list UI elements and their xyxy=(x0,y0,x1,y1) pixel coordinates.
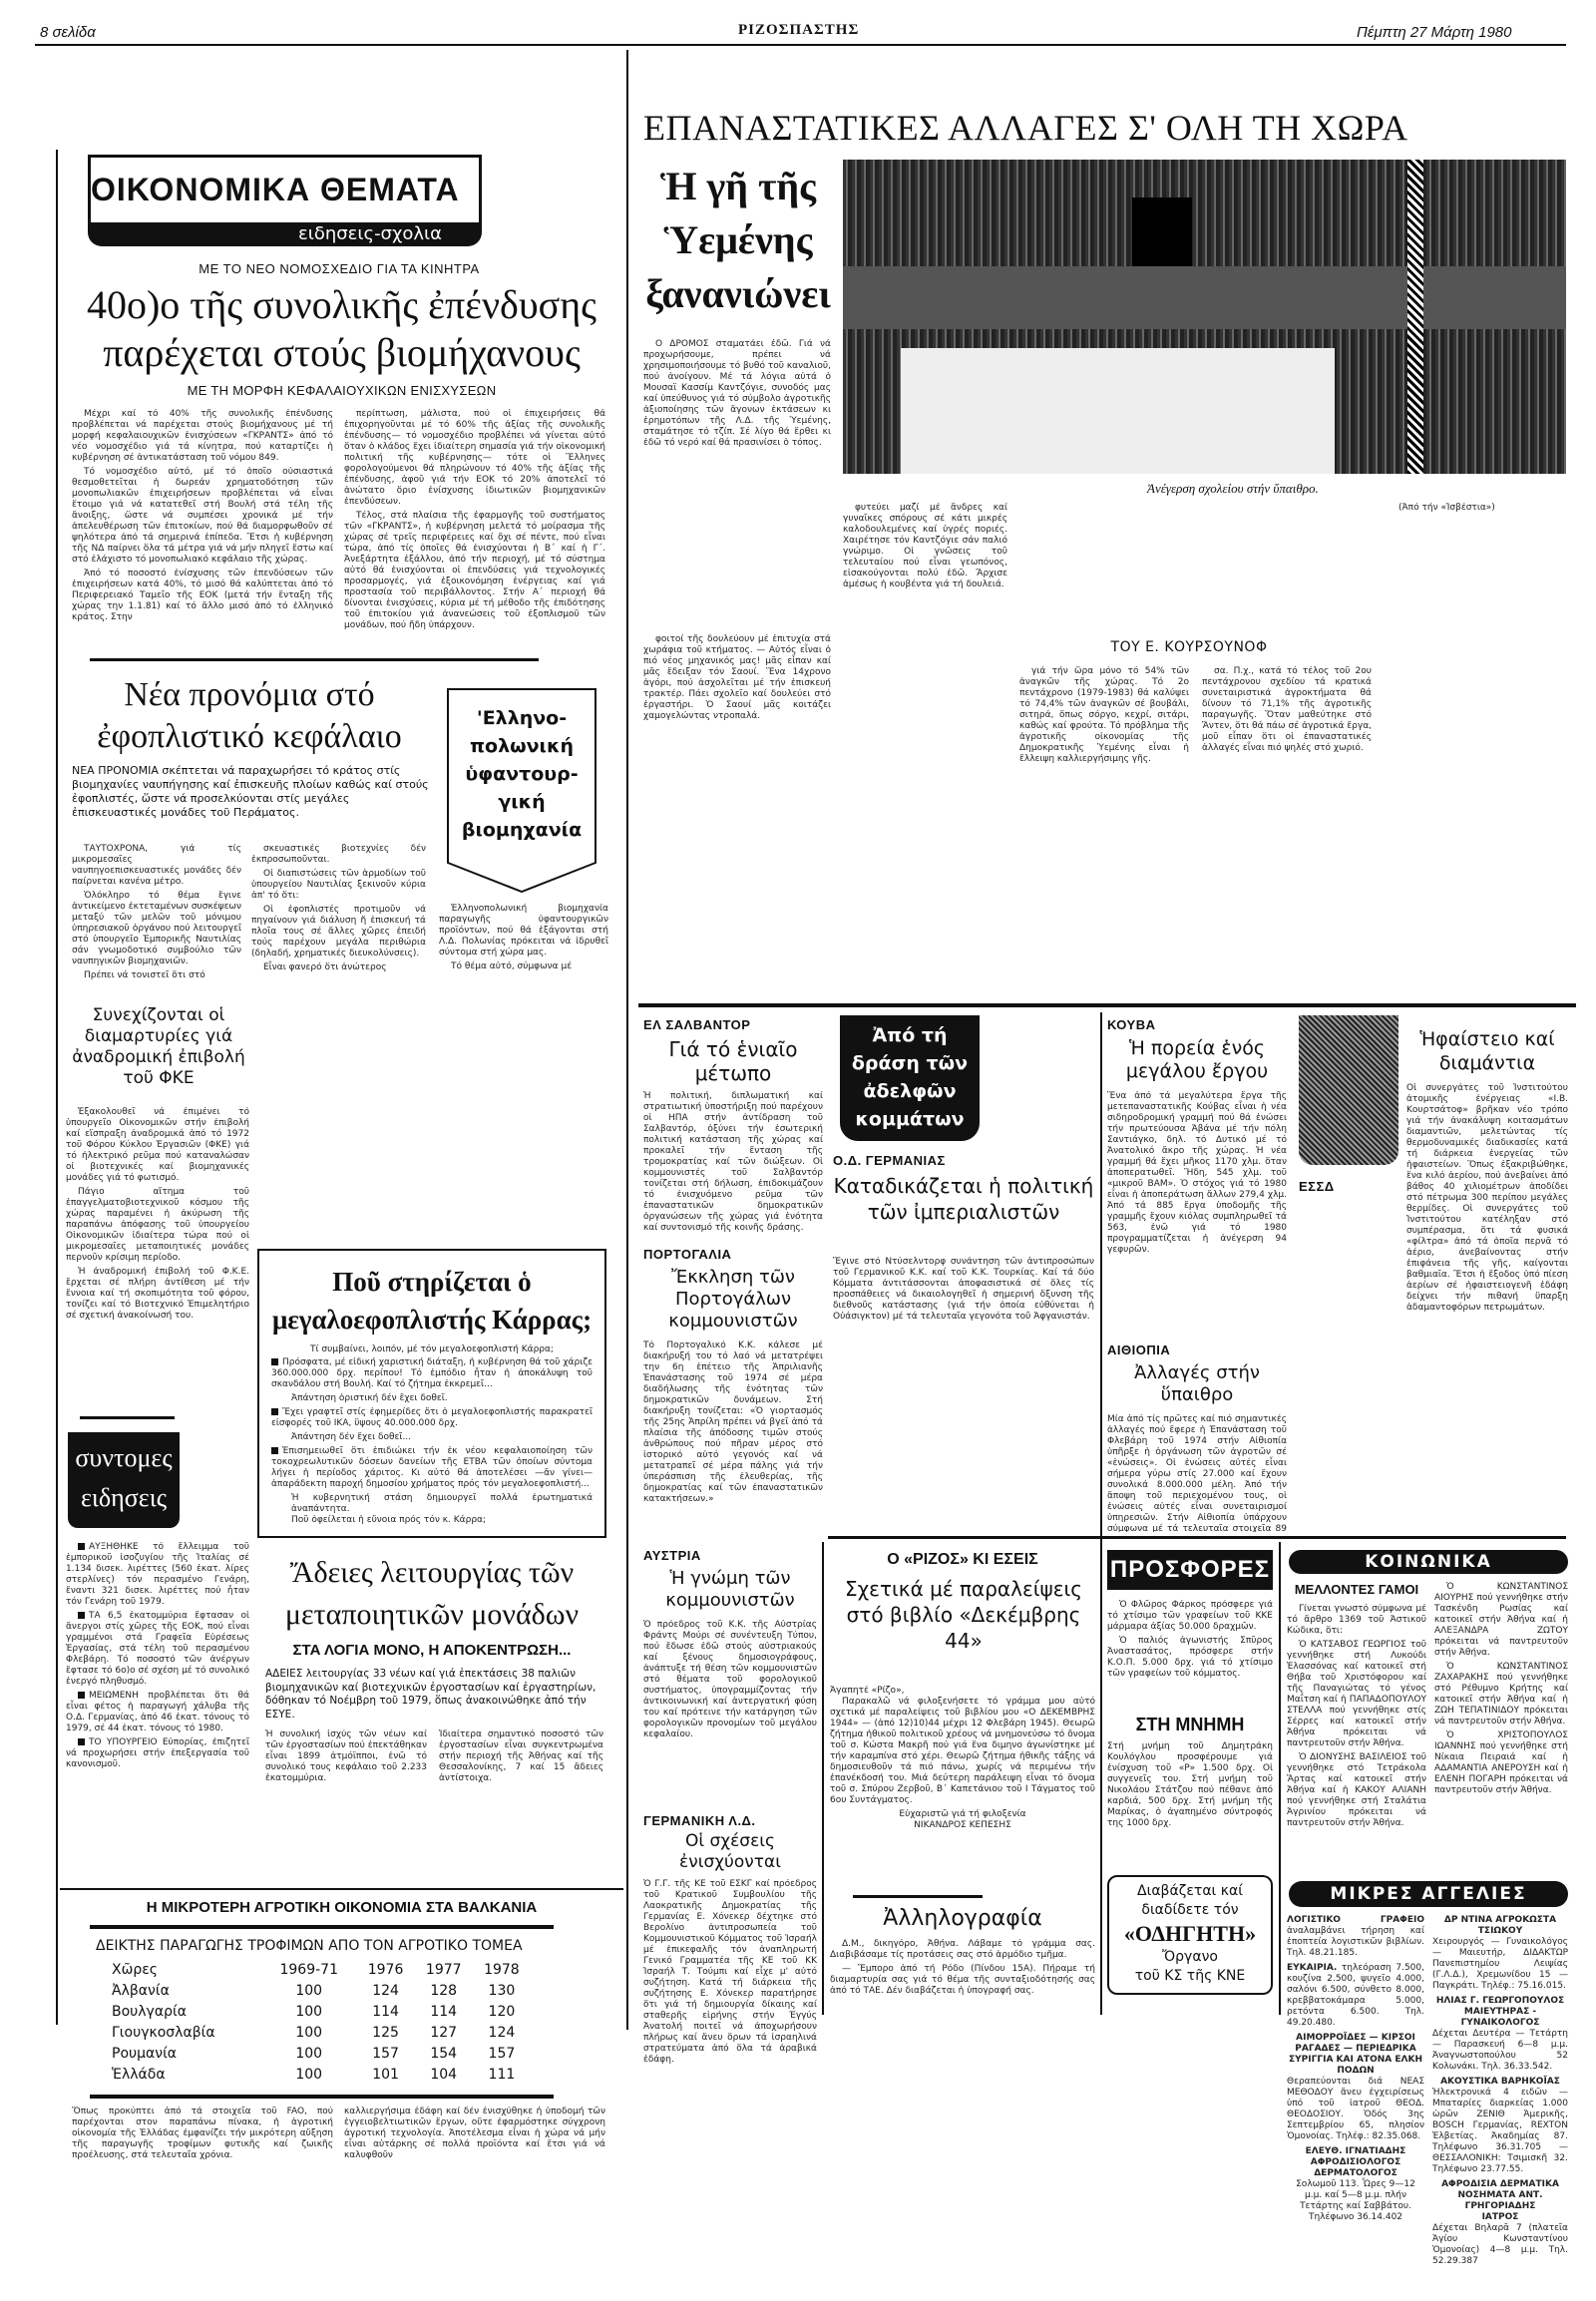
yemen-headline-line: Ὑεμένης xyxy=(663,217,813,262)
fke-body xyxy=(66,1107,249,1406)
index-cell: 100 xyxy=(295,1983,323,1999)
memory-title: ΣΤΗ ΜΝΗΜΗ xyxy=(1135,1715,1245,1734)
society-subtitle: ΜΕΛΛΟΝΤΕΣ ΓΑΜΟΙ xyxy=(1294,1582,1419,1597)
brief-news-list xyxy=(66,1542,249,1881)
austria-body: Ὁ πρόεδρος τοῦ Κ.Κ. τῆς Αὐστρίας Φράντς Μούρι σέ συνέντευξη Τύπου, πού ἔδωσε ἐδῶ στούς αὐστριακούς καί ξένους δημοσιογράφους, ἀνάπτυξε τή θέση τῶν κομμουνιστῶν στό θέματα τοῦ φορολογικοῦ συστήματος, ὑπογραμμίζοντας τήν ἀντικοινωνική καί ἀντεργατική φύση του καί πρότεινε τήν κατάργηση τῶν φορολογικῶν προνομίων τοῦ μεγάλου κεφαλαίου. xyxy=(643,1620,817,1739)
balkans-table xyxy=(112,1961,531,2087)
ethiopia-body: Μία ἀπό τίς πρῶτες καί πιό σημαντικές ἀλλαγές πού ἔφερε ἡ Ἐπανάσταση τοῦ Φλεβάρη τοῦ 1974 στήν Αἰθιοπία ὑπῆρξε ἡ ὀργάνωση τῶν ἀγροτῶν σέ «ἑνώσεις». Οἱ ἑνώσεις αὐτές εἶναι σήμερα γύρω στίς 27.000 καί ἔχουν συνολικά 8.000.000 μέλη. Ἀπό τήν ἄποψη τοῦ περιεχομένου τους, οἱ ἑνώσεις αὐτές εἶναι συνεταιρισμοί ὑπηρεσιῶν. Στήν Αἰθιοπία ὑπάρχουν σύμφωνα μέ τά τελευταῖα στοιχεῖα 89 xyxy=(1107,1414,1287,1532)
yemen-source: (Ἀπό τήν «Ἰσβέστια») xyxy=(1398,503,1495,513)
brief-text: ΤΑ 6,5 ἑκατομμύρια ἔφτασαν οἱ ἄνεργοι στίς χῶρες τῆς ΕΟΚ, πού εἶναι γραμμένοι στά Γραφεῖα Εὑρέσεως Ἐργασίας, στά τέλη τοῦ περασμένου Φλεβάρη. Τό ποσοστό τῶν ἀνέργων ἔφτασε τό 6ο)ο σέ σχέση μέ τό συνολικό ἐνεργό πληθυσμό. xyxy=(66,1611,249,1687)
paragraph: Ο ΔΡΟΜΟΣ σταματάει ἐδῶ. Γιά νά προχωρήσουμε, πρέπει νά χρησιμοποιήσουμε τό βυθό τοῦ καναλιοῦ, πού ἀνοίγουν. Μέ τά λόγια αὐτά ὁ Μουσαϊ Κασσίμ Καντζόγιε, συνοδός μας καί ὑπεύθυνος γιά τό σύμβολο ἀγροτικῆς ἀξιοποίησης τῶν ἄγονων ἐκτάσεων κι ἐρημοτόπων τῆς Λ.Δ. τῆς Ὑεμένης, σταμάτησε τό τζίπ. Σέ λίγο θά ἔρθει κι ἐδῶ τό νερό καί θά πρασινίσει ὁ τόπος. xyxy=(643,339,831,448)
table-row xyxy=(112,1982,531,2003)
promo-line-3: Ὄργανο xyxy=(1162,1949,1218,1965)
shipping-headline-line-1: Νέα προνόμια στό xyxy=(124,676,375,713)
germany-kicker: Ο.Δ. ΓΕΡΜΑΝΙΑΣ xyxy=(833,1153,946,1168)
index-cell: 128 xyxy=(430,1983,458,1999)
index-cell: 157 xyxy=(488,2046,516,2062)
portugal-headline: Ἔκκληση τῶν Πορτογάλων κομμουνιστῶν xyxy=(668,1267,798,1332)
classified-ad xyxy=(1432,1915,1568,1992)
licenses-headline-line-1: Ἄδειες λειτουργίας τῶν xyxy=(289,1556,575,1589)
society-item: Ὁ ΚΩΝΣΤΑΝΤΙΝΟΣ ΖΑΧΑΡΑΚΗΣ πού γεννήθηκε στό Ρέθυμνο Κρήτης καί κατοικεῖ στήν Ἀθήνα καί ἡ ΖΩΗ ΤΕΠΑΤΙΝΙΔΟΥ πρόκειται νά παντρευτοῦν στήν Ἀθήνα. xyxy=(1434,1662,1568,1726)
yemen-bottom-rule xyxy=(638,1003,1576,1007)
promo-line-1: Διαβάζεται καί xyxy=(1137,1883,1243,1899)
ad-text: Ἠλεκτρονικά 4 ειδῶν — Μπαταρίες διαρκείας 1.000 ὡρῶν ΖΕΝΙΘ Ἀμερικῆς, BOSCH Γερμανίας, REXTON Ἑλβετίας. Ἀκαδημίας 87. Τηλέφωνο 36.31.705 — ΘΕΣΣΑΛΟΝΙΚΗ: Τσιμισκῆ 32. Τηλέφωνο 23.77.55. xyxy=(1432,2088,1568,2174)
ussr-headline: Ἡφαίστειο καί διαμάντια xyxy=(1419,1028,1555,1074)
index-cell: 114 xyxy=(430,2004,458,2020)
ad-heading: ΑΚΟΥΣΤΙΚΑ ΒΑΡΗΚΟΪΑΣ xyxy=(1440,2077,1560,2087)
shipping-lead: ΝΕΑ ΠΡΟΝΟΜΙΑ σκέπτεται νά παραχωρήσει τό κράτος στίς βιομηχανίες ναυπήγησης καί ἐπισκευῆς πλοίων καθώς καί στούς ἐφοπλιστές, ὥστε νά προσελκύονται στίς μεγάλες ἐπισκευαστικές μονάδες τοῦ Περάματος. xyxy=(72,764,429,819)
textile-title-line: ὑφαντουρ- xyxy=(465,763,579,785)
economics-col-2 xyxy=(344,409,605,648)
paragraph: φοιτοί τῆς δουλεύουν μέ ἐπιτυχία στά χωράφια τοῦ κτήματος. — Αὐτός εἶναι ὁ πιό νέος μηχανικός μας! μᾶς εἶπαν καί μᾶς ἔδειξαν τόν Σαουί. Ἕνα 14χρονο ἀγόρι, πού ἀσχολεῖται μέ τήν ἐπισκευή τρακτέρ. Πάει σχολεῖο καί δουλεύει στό ἐργαστήρι. Ὁ Σαουί μᾶς κοιτάζει χαμογελώντας ντροπαλά. xyxy=(643,634,831,721)
offer-item: Ὁ Φλῶρος Φάρκος πρόσφερε γιά τό χτίσιμο τῶν γραφείων τοῦ ΚΚΕ μάρμαρα ἀξίας 50.000 δραχμῶν. xyxy=(1107,1600,1273,1632)
cuba-kicker: ΚΟΥΒΑ xyxy=(1107,1017,1156,1032)
paragraph: Τέλος, στά πλαίσια τῆς ἐφαρμογῆς τοῦ συστήματος τῶν «ΓΚΡΑΝΤΣ», ἡ κυβέρνηση μελετά τό μοίρασμα τῆς χώρας σέ τρεῖς περιφέρειες καί ὄχι σέ πέντε, πού εἶναι τώρα, ἀπό τίς ὁποῖες θά ἐνισχύονται ἡ Β΄ καί ἡ Γ΄. Ἀνεξάρτητα ἐξάλλου, ἀπό τήν περιοχή, μέ τό σύστημα αὐτό θά ἐνισχύονται οἱ ἐπενδύσεις γιά τεχνολογικές προσαρμογές, γιά ἐξοικονόμηση ἐνέργειας καί γιά προστασία τοῦ περιβάλλοντος. Στήν Α΄ περιοχή θά δίνονται ἐνισχύσεις, κύρια μέ τή μέθοδο τῆς ἐπιδότησης τοῦ ἐπιτοκίου γιά ἀνανεώσεις τοῦ ἐξοπλισμοῦ τῶν μονάδων, πού ἤδη ὑπάρχουν. xyxy=(344,511,605,630)
paragraph: Οἱ ἐφοπλιστές προτιμοῦν νά πηγαίνουν γιά διάλυση ἤ ἐπισκευή τά πλοῖα τους σέ ἄλλες χῶρες ἐπειδή τούς παρέχουν μεγάλα περιθώρια (δηλαδή, χρηματικές διευκολύνσεις). xyxy=(251,905,426,959)
licenses-headline xyxy=(257,1552,606,1636)
index-cell: 100 xyxy=(295,2046,323,2062)
paragraph: Τό θέμα αὐτό, σύμφωνα μέ xyxy=(451,961,573,971)
ad-text: ἀναλαμβάνει τήρηση καί ἐποπτεία λογιστικῶν βιβλίων. Τηλ. 48.21.185. xyxy=(1287,1926,1424,1958)
textile-title-line: 'Ελληνο- xyxy=(476,707,568,729)
salvador-body: Ἡ πολιτική, διπλωματική καί στρατιωτική ὑποστήριξη πού παρέχουν οἱ ΗΠΑ στήν ἀντίδραση τοῦ Σαλβαντόρ, ὀξύνει τήν ἐσωτερική πολιτική κατάσταση τῆς χώρας καί προκαλεῖ τήν ἔνταση τῆς τρομοκρατίας καί τῶν διώξεων. Οἱ κομμουνιστές τοῦ Σαλβαντόρ τονίζεται στή δήλωση, ἐπιδοκιμάζουν τό ἐνισχυόμενο ρεῦμα τῶν ἐπαναστατικῶν δημοκρατικῶν ὀργανώσεων τῆς χώρας γιά ἑνότητα καί συντονισμό τῆς κοινῆς δράσης. xyxy=(643,1091,823,1233)
table-row xyxy=(112,2024,531,2045)
paragraph: Τό νομοσχέδιο αὐτό, μέ τό ὁποῖο οὐσιαστικά θεσμοθετεῖται ἡ δωρεάν χρηματοδότηση τῶν μονοπωλιακῶν ἐπιχειρήσεων προβλέπεται νά εἶναι ἕτοιμο γιά νά κατατεθεῖ στή Βουλή στά τέλη τῆς ἄνοιξης, ὥστε νά συμπέσει χρονικά μέ τήν ἀπελευθέρωση τῶν ἐπιτοκίων, πού θά διαμορφωθοῦν σέ ψηλότερα ἀπό τά σημερινά ἐπίπεδα. Ἔτσι ἡ κυβέρνηση τῆς ΝΔ παίρνει ὅλα τά μέτρα γιά νά μήν πληγεῖ ἔστω καί στό ἐλάχιστο τό μονοπωλιακό κεφάλαιο τῆς χώρας. xyxy=(72,467,333,565)
table-rule xyxy=(90,1925,554,1929)
karras-headline xyxy=(259,1263,604,1339)
ad-heading: ΕΛΕΥΘ. ΙΓΝΑΤΙΑΔΗΣ xyxy=(1305,2146,1406,2156)
economics-deck: ΜΕ ΤΗ ΜΟΡΦΗ ΚΕΦΑΛΑΙΟΥΧΙΚΩΝ ΕΝΙΣΧΥΣΕΩΝ xyxy=(187,383,497,398)
karras-headline-line-1: Ποῦ στηρίζεται ὁ xyxy=(332,1267,532,1297)
paragraph: Εἶναι φανερό ὅτι ἀνώτερος xyxy=(263,962,387,972)
ad-text: τηλεόραση 7.500, κουζίνα 2.500, ψυγεῖο 4.000, σαλόνι 6.500, σύνθετο 8.000, κρεββατοκάμαρα 5.000, ρετόντα 6.500. Τηλ. 49.20.480. xyxy=(1287,1963,1424,2028)
table-top-rule xyxy=(60,1888,623,1890)
letters-salutation: Ἀγαπητέ «Ρίζο», xyxy=(830,1686,905,1696)
society-col-1 xyxy=(1287,1604,1426,1875)
austria-headline: Ἡ γνώμη τῶν κομμουνιστῶν xyxy=(665,1568,795,1611)
classified-ad xyxy=(1287,1915,1424,1959)
balkans-table-body xyxy=(112,1982,531,2087)
paragraph: σα. Π.χ., κατά τό τέλος τοῦ 2ου πεντάχρονου σχεδίου τά κρατικά συνεταιριστικά ἀγροκτήματα θά δίνουν τό 71,1% τῆς ἀγροτικῆς παραγωγῆς. Ὅταν μαθεύτηκε στό Ἄντεν, ὅτι θά πάω σέ ἀγροτικά ἔργα, μοῦ εἶπαν ὅτι οἱ ἐπαναστατικές ἀλλαγές εἶναι πιό ψηλές στό χωριό. xyxy=(1202,666,1372,753)
table-row xyxy=(112,2066,531,2087)
society-item: Ὁ ΧΡΙΣΤΟΠΟΥΛΟΣ ΙΩΑΝΝΗΣ πού γεννήθηκε στή Νίκαια Πειραιά καί ἡ ΑΔΑΜΑΝΤΙΑ ΑΝΕΡΟΥΣΗ καί ἡ ΕΛΕΝΗ ΠΟΓΑΡΗ πρόκειται νά παντρευτοῦν στήν Ἀθήνα. xyxy=(1434,1730,1568,1795)
classified-ad xyxy=(1287,1963,1424,2029)
issue-date: Πέμπτη 27 Μάρτη 1980 xyxy=(1357,24,1512,41)
country-cell: Ἀλβανία xyxy=(112,1983,170,1999)
index-cell: 111 xyxy=(488,2067,516,2083)
ussr-kicker: ΕΣΣΔ xyxy=(1299,1179,1335,1194)
shipping-headline-line-2: ἐφοπλιστικό κεφάλαιο xyxy=(97,718,402,755)
yemen-headline-line: Ἡ γῆ τῆς xyxy=(660,164,816,208)
index-cell: 100 xyxy=(295,2004,323,2020)
classified-ad xyxy=(1287,2033,1424,2142)
ad-heading: ΕΥΚΑΙΡΙΑ. xyxy=(1287,1963,1338,1973)
ad-text: Χειρουργός — Γυναικολόγος — Μαιευτήρ, ΔΙΔΑΚΤΩΡ Πανεπιστημίου Λειψίας (Γ.Λ.Δ.), Χρεμωνίδου 15 — Παγκράτι. Τηλέφ.: 75.16.015. xyxy=(1432,1937,1568,1991)
paragraph: σκευαστικές βιοτεχνίες δέν ἐκπροσωποῦνται. xyxy=(251,844,426,865)
salvador-headline: Γιά τό ἑνιαῖο μέτωπο xyxy=(668,1037,798,1085)
classified-ad xyxy=(1287,2146,1424,2223)
classified-ad xyxy=(1432,2077,1568,2175)
column-divider xyxy=(1100,1012,1102,2015)
bullet-icon xyxy=(78,1612,85,1619)
index-cell: 127 xyxy=(430,2025,458,2041)
paragraph: Ἀπό τό ποσοστό ἐνίσχυσης τῶν ἐπενδύσεων τῶν ἐπιχειρήσεων κατά 40%, τό μισό θά καλύπτεται ἀπό τό Περιφερειακό Ταμεῖο τῆς ΕΟΚ (μετά τήν ἔνταξη τῆς χώρας την 1.1.81) καί τό ἄλλο μισό ἀπό τό ἑλληνικό κράτος. Στην xyxy=(72,569,333,622)
shipping-col-1 xyxy=(72,844,241,993)
yemen-banner: ΕΠΑΝΑΣΤΑΤΙΚΕΣ ΑΛΛΑΓΕΣ Σ' ΟΛΗ ΤΗ ΧΩΡΑ xyxy=(643,108,1408,148)
fke-headline: Συνεχίζονται οἱ διαμαρτυρίες γιά ἀναδρομική ἐπιβολή τοῦ ΦΚΕ xyxy=(72,1005,245,1088)
germany-body: Ἔγινε στό Ντύσελντορφ συνάντηση τῶν ἀντιπροσώπων τοῦ Γερμανικοῦ Κ.Κ. καί τοῦ Κ.Κ. Τουρκίας. Καί τά δύο Κόμματα ἀντιτάσσονται ἀποφασιστικά σέ ὅλες τίς προσπάθειες νά δικαιολογηθεῖ ἡ σημερινή ὄξυνση τῆς διεθνοῦς κατάστασης (γιά τήν ὁποία εὐθύνεται ἡ Οὐάσιγκτον) μέ τά τελευταῖα γεγονότα τοῦ Ἀφγανιστάν. xyxy=(833,1257,1094,1322)
school-construction-photo xyxy=(843,160,1566,474)
offers-list xyxy=(1107,1600,1273,1710)
column-header: Χῶρες xyxy=(112,1962,158,1978)
promo-hatched-banner xyxy=(1299,1015,1398,1165)
letters-body: Παρακαλῶ νά φιλοξενήσετε τό γράμμα μου αὐτό σχετικά μέ παραλείψεις τοῦ βιβλίου μου «Ο ΔΕΚΕΜΒΡΗΣ 1944» — (ἀπό 12)10)44 μέχρι 12 Φλεβάρη 1945). Θεωρῶ ζήτημα ἠθικοῦ πολιτικοῦ χρέους νά μνημονεύσω τό ὄνομα τοῦ σ. Κώστα Μακρῆ πού γιά ἕνα διμηνο ἀγωνίστηκε μέ τήν καραμπίνα στό χέρι. Θεωρῶ ζήτημα ἠθικῆς τάξης νά δημοσιευθοῦν τά πιό πάνω, χωρίς νά περιμένω τήν ἐπανέκδοσή του. Μιά δεύτερη παράλειψη εἶναι τό ὄνομα τοῦ σ. Σπύρου Ζερβοῦ, Β΄ Καπετάνιου τοῦ Ι Τάγματος τοῦ 6ου Συντάγματος. xyxy=(830,1697,1095,1805)
karras-text: Πρόσφατα, μέ εἰδική χαριστική διάταξη, ἡ κυβέρνηση θά τοῦ χάριζε 360.000.000 δρχ. περίπου! Τό ἐμπόδιο ἦταν ἡ ἀποκάλυψη τοῦ σκανδάλου στή Βουλή. Καί τό ζήτημα ἐκκρεμεῖ... xyxy=(271,1357,593,1389)
index-cell: 100 xyxy=(295,2067,323,2083)
economics-header xyxy=(88,155,482,246)
index-cell: 154 xyxy=(430,2046,458,2062)
ad-heading: ΑΦΡΟΔΙΣΙΑ ΔΕΡΜΑΤΙΚΑ ΝΟΣΗΜΑΤΑ ΑΝΤ. ΓΡΗΓΟΡΙΑΔΗΣ xyxy=(1441,2179,1559,2211)
yemen-col-2 xyxy=(643,634,831,934)
balkans-col-1: Ὅπως προκύπτει ἀπό τά στοιχεῖα τοῦ FAO, πού παρέχονται στον παραπάνω πίνακα, ἡ ἀγροτική οἰκονομία τῆς Ἑλλάδας ἐμφανίζει τήν μικρότερη αὔξηση τῆς παραγωγῆς τροφίμων φυτικῆς καί ζωικῆς προέλευσης, στά τελευταῖα χρόνια. xyxy=(72,2107,333,2160)
bullet-icon xyxy=(271,1358,278,1365)
textile-title-line: γική xyxy=(498,791,546,813)
classifieds-col-1 xyxy=(1287,1915,1424,2294)
letters-kicker: Ο «ΡΙΖΟΣ» ΚΙ ΕΣΕΙΣ xyxy=(887,1551,1038,1568)
karras-item xyxy=(271,1357,593,1390)
ad-text: Δέχεται Δευτέρα — Τετάρτη — Παρασκευή 6—8 μ.μ. Ἀναγνωστοπούλου 52 Κολωνάκι. Τηλ. 36.33.542. xyxy=(1432,2029,1568,2072)
karras-question: Ποῦ ὀφείλεται ἡ εὔνοια πρός τόν κ. Κάρρα; xyxy=(291,1515,486,1525)
licenses-lead: ΑΔΕΙΕΣ λειτουργίας 33 νέων καί γιά ἐπεκτάσεις 38 παλιῶν βιομηχανικῶν καί βιοτεχνικῶν ἐργοστασίων καί ἐργαστηρίων, δόθηκαν τό Νοέμβρη τοῦ 1979, ὅπως ἀνακοινώθηκε ἀπό τήν ΕΣΥΕ. xyxy=(265,1668,597,1721)
karras-answer: Ἀπάντηση ὁριστική δέν ἔχει δοθεῖ. xyxy=(291,1393,448,1403)
fraternal-banner-line: ἀδελφῶν xyxy=(863,1080,957,1102)
ethiopia-headline: Ἀλλαγές στήν ὕπαιθρο xyxy=(1134,1362,1260,1405)
portugal-body: Τό Πορτογαλικό Κ.Κ. κάλεσε μέ διακήρυξή του τό λαό νά μετατρέψει την 6η ἐπέτειο τῆς Ἀπριλιανῆς Ἐπανάστασης τοῦ 1974 σέ μέρα διαδήλωσης τῆς ἑνότητας τῶν δημοκρατικῶν δυνάμεων. Στή διακήρυξη τονίζεται: «Ὁ γιορτασμός τῆς 25ης Ἀπρίλη πρέπει νά βγεῖ ἀπό τά πλαίσια τῆς ἀπόδοσης τιμῶν στούς ἀνθρώπους πού πῆραν μέρος στό ἱστορικό αὐτό γεγονός καί νά μετατραπεῖ σέ μέρα πάλης γιά τήν ὑπεράσπιση τῆς ἐλευθερίας, τῆς δημοκρατίας καί τῶν ἐπαναστατικῶν κατακτήσεων.» xyxy=(643,1341,823,1504)
promo-title: «ΟΔΗΓΗΤΗ» xyxy=(1123,1921,1257,1946)
memory-text: Στή μνήμη τοῦ Δημητράκη Κουλόγλου προσφέρουμε γιά ἐνίσχυση τοῦ «Ρ» 1.500 δρχ. Οἱ συγγενεῖς του. Στή μνήμη τοῦ Νικολάου Στάτζου πού πέθανε ἀπό καρδιά, 500 δρχ. Στή μνήμη τῆς Μαρίκας, ὁ ἀγαπημένο σύντροφός της 1000 δρχ. xyxy=(1107,1741,1273,1828)
brief-news-title-2: ειδησεις xyxy=(81,1483,167,1512)
classified-ad xyxy=(1432,1996,1568,2073)
karras-question: Ἡ κυβερνητική στάση δημιουργεῖ πολλά ἐρωτηματικά ἀναπάντητα. xyxy=(291,1493,593,1514)
table-row xyxy=(112,2045,531,2066)
licenses-col-2: Ἰδιαίτερα σημαντικό ποσοστό τῶν ἐργοστασίων εἶναι συγκεντρωμένα στήν περιοχή τῆς Ἀθήνας καί τῆς Θεσσαλονίκης, 7 καί 15 ἄδειες ἀντίστοιχα. xyxy=(439,1729,603,1783)
column-divider xyxy=(626,50,628,2030)
odigitis-promo xyxy=(1107,1875,1273,1995)
paragraph: γιά τήν ὥρα μόνο τό 54% τῶν ἀναγκῶν τῆς χώρας. Τό 2ο πεντάχρονο (1979-1983) θά καλύψει τό 74,4% τῶν ἀναγκῶν σέ βουβάλι, σιτηρά, ὅπως σόργο, κεχρί, σιτάρι, καθώς καί φρούτα. Τό πρόβλημα τῆς ἀγροτικῆς οἰκονομίας τῆς Δημοκρατικῆς Ὑεμένης εἶναι ἡ ἔλλειψη καλλιεργήσιμης γῆς. xyxy=(1019,666,1189,764)
textile-title-line: πολωνική xyxy=(470,735,574,757)
brief-news-item xyxy=(66,1611,249,1688)
index-cell: 157 xyxy=(372,2046,399,2062)
society-col-2 xyxy=(1434,1582,1568,1875)
ad-heading: ΑΙΜΟΡΡΟΪΔΕΣ — ΚΙΡΣΟΙ ΡΑΓΑΔΕΣ — ΠΕΡΙΕΔΡΙΚΑ ΣΥΡΙΓΓΙΑ ΚΑΙ ΑΤΟΝΑ ΕΛΚΗ ΠΟΔΩΝ xyxy=(1289,2033,1422,2076)
page-number: 8 σελίδα xyxy=(40,24,96,41)
ad-heading: ΗΛΙΑΣ Γ. ΓΕΩΡΓΟΠΟΥΛΟΣ xyxy=(1435,1996,1565,2006)
economics-col-1 xyxy=(72,409,333,648)
licenses-deck: ΣΤΑ ΛΟΓΙΑ ΜΟΝΟ, Η ΑΠΟΚΕΝΤΡΩΣΗ... xyxy=(292,1642,572,1659)
index-cell: 124 xyxy=(372,1983,399,1999)
brief-news-item xyxy=(66,1691,249,1734)
paragraph: Ἑλληνοπολωνική βιομηχανία παραγωγῆς ὑφαντουργικῶν προϊόντων, πού θά ἐξάγονται στή Λ.Δ. Πολωνίας πρόκειται νά ἱδρυθεῖ σύντομα στή χώρα μας. xyxy=(439,904,608,958)
karras-item xyxy=(271,1446,593,1490)
gdr-headline: Οἱ σχέσεις ἐνισχύονται xyxy=(679,1831,781,1872)
paragraph: Πρέπει νά τονιστεῖ ὅτι στό xyxy=(84,970,205,980)
correspondence-title: Ἀλληλογραφία xyxy=(883,1906,1042,1931)
column-header: 1969-71 xyxy=(279,1962,338,1978)
index-cell: 104 xyxy=(430,2067,458,2083)
germany-headline: Καταδικάζεται ἡ πολιτική τῶν ἰμπεριαλιστῶν xyxy=(833,1174,1094,1224)
economics-kicker: ΜΕ ΤΟ ΝΕΟ ΝΟΜΟΣΧΕΔΙΟ ΓΙΑ ΤΑ ΚΙΝΗΤΡΑ xyxy=(199,261,480,276)
index-cell: 124 xyxy=(488,2025,516,2041)
society-item: Ὁ ΚΑΤΣΑΒΟΣ ΓΕΩΡΓΙΟΣ τοῦ γεννήθηκε στή Λυκούδι Ἐλασσόνας καί κατοικεῖ στή Θήβα τοῦ Χριστόφορου καί τῆς Παναγιώτας τό γένος Μαΐτση καί ἡ ΠΑΠΑΔΟΠΟΥΛΟΥ ΣΤΕΛΛΑ πού γεννήθηκε στίς Σέρρες καί κατοικεῖ στήν Ἀθήνα πρόκειται νά παντρευτοῦν στήν Ἀθήνα. xyxy=(1287,1640,1426,1748)
ad-text: Θεραπεύονται διά ΝΕΑΣ ΜΕΘΟΔΟΥ ἄνευ ἐγχειρίσεως ὑπό τοῦ ἰατροῦ ΘΕΟΔ. ΘΕΟΔΟΣΙΟΥ. Ὁδός 3ης Σεπτεμβρίου 65, πλησίον Ὁμονοίας. Τηλέφ.: 82.35.068. xyxy=(1287,2077,1424,2141)
brief-text: ΑΥΞΗΘΗΚΕ τό ἔλλειμμα τοῦ ἐμπορικοῦ ἰσοζυγίου τῆς Ἰταλίας σέ 1.134 δισεκ. λιρέττες (560 ἑκατ. λίρες στερλίνες) τόν περασμένο Γενάρη, ἔναντι 321 δισεκ. λιρέττες πού ἦταν τόν Γενάρη τοῦ 1979. xyxy=(66,1542,249,1607)
textile-pennant xyxy=(447,688,597,893)
brief-text: ΤΟ ΥΠΟΥΡΓΕΙΟ Εὐπορίας, ἐπιζητεῖ νά προχωρήσει στήν ἐπεξεργασία τοῦ κανονισμοῦ. xyxy=(66,1737,249,1769)
letters-headline: Σχετικά μέ παραλείψεις στό βιβλίο «Δεκέμβρης 44» xyxy=(844,1577,1083,1653)
short-rule xyxy=(80,1416,175,1419)
classified-ad xyxy=(1432,2179,1568,2267)
brief-news-item xyxy=(66,1542,249,1608)
economics-subtitle: ειδησεις-σχολια xyxy=(88,222,482,246)
table-row xyxy=(112,2003,531,2024)
textile-title xyxy=(447,704,597,844)
paragraph: περίπτωση, μάλιστα, πού οἱ ἐπιχειρήσεις θά ἐπιχορηγοῦνται μέ τό 60% τῆς ἀξίας τῆς συνολικῆς ἐπένδυσης— τό νομοσχέδιο προβλέπει νά γίνεται αὐτό ὅταν ὁ κλάδος ἔχει ἰδιαίτερη σημασία γιά τήν οἰκονομική πολιτική τῆς κυβέρνησης— τότε οἱ Ἕλληνες φορολογούμενοι θά πληρώνουν τό 40% τῆς ἀξίας τῆς ἐπένδυσης, ἀφοῦ γιά τήν ΕΟΚ τό 20% ἀποτελεῖ τό ἀνώτατο ὅριο ἐνίσχυσης ἰδιωτικῶν βιομηχανικῶν ἐπενδύσεων. xyxy=(344,409,605,507)
index-cell: 120 xyxy=(488,2004,516,2020)
karras-item xyxy=(271,1407,593,1429)
salvador-kicker: ΕΛ ΣΑΛΒΑΝΤΟΡ xyxy=(643,1017,751,1032)
shipping-col-2 xyxy=(251,844,426,993)
column-header: 1977 xyxy=(425,1962,462,1978)
yemen-col-1 xyxy=(643,339,831,628)
paragraph: Μέχρι καί τό 40% τῆς συνολικῆς ἐπένδυσης προβλέπεται νά παρέχεται στούς βιομήχανους μέ τή μορφή κεφαλαιουχικῶν ἐνισχύσεων «ΓΚΡΑΝΤΣ» ἀπό τό νέο νομοσχέδιο γιά τά κίνητρα, πού καταρτίζει ἡ κυβέρνηση σέ ἀντικατάσταση τοῦ νόμου 849. xyxy=(72,409,333,463)
economics-headline-line-1: 40ο)ο τῆς συνολικῆς ἐπένδυσης xyxy=(86,282,598,327)
column-divider xyxy=(822,1542,824,2015)
paragraph: Οἱ διαπιστώσεις τῶν ἁρμοδίων τοῦ ὑπουργείου Ναυτιλίας ξεκινοῦν κύρια ἀπ' τό ὅτι: xyxy=(251,869,426,901)
society-item: Ὁ ΔΙΟΝΥΣΗΣ ΒΑΣΙΛΕΙΟΣ τοῦ γεννήθηκε στό Τετράκολα Ἄρτας καί κατοικεῖ στήν Ἀθήνα καί ἡ ΚΑΚΟΥ ΑΛΙΑΝΗ πού γεννήθηκε στή Σταλάτια Ἀγρινίου πρόκειται νά παντρευτοῦν στήν Ἀθήνα. xyxy=(1287,1752,1426,1828)
yemen-col-5 xyxy=(1202,666,1372,985)
country-cell: Γιουγκοσλαβία xyxy=(112,2025,215,2041)
index-cell: 101 xyxy=(372,2067,399,2083)
shipping-headline xyxy=(60,674,439,758)
ad-subheading: ΑΦΡΟΔΙΣΙΟΛΟΓΟΣ ΔΕΡΜΑΤΟΛΟΓΟΣ xyxy=(1310,2157,1401,2178)
economics-headline-line-2: παρέχεται στούς βιομήχανους xyxy=(103,330,581,375)
ethiopia-body-a xyxy=(1107,1414,1287,1532)
table-header-row xyxy=(112,1961,531,1982)
paper-name: ΡΙΖΟΣΠΑΣΤΗΣ xyxy=(738,22,860,38)
cuba-body: Ἕνα ἀπό τά μεγαλύτερα ἔργα τῆς μετεπαναστατικῆς Κούβας εἶναι ἡ νέα σιδηροδρομική γραμμή πού θά ἑνώσει τήν πρωτεύουσα Ἀβάνα μέ τήν πόλη Σαντιάγκο, δηλ. τό Δυτικό μέ τό Ἀνατολικό ἄκρο τῆς χώρας. Ἡ νέα γραμμή θά ἔχει μῆκος 1170 χλμ. ὅταν ἀποπερατωθεῖ. Ἤδη, 545 χλμ. τοῦ «μικροῦ ΒΑΜ». Ὁ στόχος γιά τό 1980 εἶναι ἡ ἀποπεράτωση ἄλλων 279,4 χλμ. Ἀπό τά 885 ἔργα ὑποδομῆς τῆς γραμμῆς ἔχουν κιόλας συμπληρωθεῖ τά 563, ἐνῶ γιά τό 1980 προγραμματίζεται ἡ ἀνέγερση 94 γεφυρῶν. xyxy=(1107,1091,1287,1255)
brief-text: ΜΕΙΩΜΕΝΗ προβλέπεται ὅτι θά εἶναι φέτος ἡ παραγωγή χάλυβα τῆς Ο.Δ. Γερμανίας, ἀπό 46 ἑκατ. τόνους τό 1979, σέ 44 ἑκατ. τόνους τό 1980. xyxy=(66,1691,249,1733)
economics-title: ΟΙΚΟΝΟΜΙΚΑ ΘΕΜΑΤΑ xyxy=(88,155,482,222)
society-item: Ὁ ΚΩΝΣΤΑΝΤΙΝΟΣ ΑΙΟΥΡΗΣ πού γεννήθηκε στήν Τασκένδη Ρωσίας καί κατοικεῖ στήν Ἀθήνα καί ἡ ΑΛΕΞΑΝΔΡΑ ΖΩΤΟΥ πρόκειται νά παντρευτοῦν στήν Ἀθήνα. xyxy=(1434,1582,1568,1658)
promo-line-4: τοῦ ΚΣ τῆς ΚΝΕ xyxy=(1134,1968,1246,1984)
left-border xyxy=(56,150,58,2025)
country-cell: Βουλγαρία xyxy=(112,2004,187,2020)
karras-answer: Ἀπάντηση δέν ἔχει δοθεῖ... xyxy=(291,1432,412,1442)
yemen-col-3 xyxy=(843,503,1007,991)
ussr-body: Οἱ συνεργάτες τοῦ Ἰνστιτούτου ἀτομικῆς ἐνέργειας «Ι.Β. Κουρτσάτοφ» βρῆκαν νέο τρόπο γιά τήν ἀνακάλυψη κοιτασμάτων διαμαντιῶν, μελετώντας τίς θερμοδυναμικές διαδικασίες κατά τή διάρκεια ἐνεργείας τῶν ἡφαιστείων. Ὅπως ἐξακριβώθηκε, ἕνα κιλό ἀερίου, πού ἀνεβαίνει ἀπό βάθος 40 χιλιομέτρων ἀποδίδει στό πέτρωμα 300 περίπου μεγάλες θερμίδες. Οἱ συνεργάτες τοῦ Ἰνστιτούτου κατέληξαν στό συμπέρασμα, ὅτι τά φυσικά «φίλτρα» ἀπό τά ὁποῖα περνᾶ τό ἀέριο, ἀνεβαίνοντας στήν ἐπιφάνεια τῆς γῆς, καίγονται βαθμιαῖα. Ἔτσι ἡ ἔξοδος ὑπό πίεση ἀερίων σέ ἡφαιστειογενῆ ἐδάφη δείχνει τήν πιθανή ὕπαρξη ἀδαμαντοφόρων πετρωμάτων. xyxy=(1406,1083,1568,1313)
fraternal-banner-line: δράση τῶν xyxy=(851,1052,969,1074)
yemen-headline-line: ξανανιώνει xyxy=(645,271,831,316)
fraternal-banner-line: Ἀπό τή xyxy=(872,1024,948,1046)
karras-body xyxy=(259,1339,604,1526)
column-divider xyxy=(1279,1542,1281,2015)
index-cell: 125 xyxy=(372,2025,399,2041)
yemen-headline xyxy=(643,160,833,321)
karras-box xyxy=(257,1249,606,1538)
letters-signature: ΝΙΚΑΝΔΡΟΣ ΚΕΠΕΣΗΣ xyxy=(914,1820,1011,1830)
index-cell: 130 xyxy=(488,1983,516,1999)
paragraph: ΤΑΥΤΟΧΡΟΝΑ, γιά τίς μικρομεσαῖες ναυπηγοεπισκευαστικές μονάδες δέν παίρνεται κανένα μέτρο. xyxy=(72,844,241,887)
balkans-table-title: ΔΕΙΚΤΗΣ ΠΑΡΑΓΩΓΗΣ ΤΡΟΦΙΜΩΝ ΑΠΟ ΤΟΝ ΑΓΡΟΤΙΚΟ ΤΟΜΕΑ xyxy=(96,1938,523,1954)
cuba-headline: Ἡ πορεία ἑνός μεγάλου ἔργου xyxy=(1125,1037,1269,1082)
section-rule xyxy=(828,1536,1566,1539)
gdr-kicker: ΓΕΡΜΑΝΙΚΗ Λ.Δ. xyxy=(643,1813,756,1828)
bullet-icon xyxy=(78,1543,85,1550)
index-cell: 100 xyxy=(295,2025,323,2041)
table-bottom-rule xyxy=(90,2095,554,2099)
masthead-rule xyxy=(35,44,1566,46)
karras-text: Ἔχει γραφτεῖ στίς ἐφημερίδες ὅτι ὁ μεγαλοεφοπλιστής παρακρατεῖ εἰσφορές τοῦ ΙΚΑ, ὕψους 40.000.000 δρχ. xyxy=(271,1407,593,1428)
yemen-col-4 xyxy=(1019,666,1189,985)
column-header: 1976 xyxy=(367,1962,404,1978)
portugal-kicker: ΠΟΡΤΟΓΑΛΙΑ xyxy=(643,1247,732,1262)
country-cell: Ρουμανία xyxy=(112,2046,178,2062)
society-intro: Γίνεται γνωστό σύμφωνα μέ τό ἄρθρο 1369 τοῦ Ἀστικοῦ Κώδικα, ὅτι: xyxy=(1287,1604,1426,1636)
karras-headline-line-2: μεγαλοεφοπλιστής Κάρρας; xyxy=(271,1305,593,1335)
correspondence-item: Δ.Μ., δικηγόρο, Ἀθήνα. Λάβαμε τό γράμμα σας. Διαβιβάσαμε τίς προτάσεις σας στό ἁρμόδιο τμῆμα. xyxy=(830,1939,1095,1960)
photo-caption: Ἀνέγερση σχολείου στήν ὕπαιθρο. xyxy=(1147,481,1319,496)
ethiopia-kicker: ΑΙΘΙΟΠΙΑ xyxy=(1107,1342,1171,1357)
textile-body xyxy=(439,904,608,995)
austria-kicker: ΑΥΣΤΡΙΑ xyxy=(643,1548,701,1563)
letters-body-wrap xyxy=(830,1686,1095,1885)
bullet-icon xyxy=(78,1738,85,1745)
letters-signoff: Εὐχαριστῶ γιά τή φιλοξενία xyxy=(899,1809,1026,1819)
karras-text: Ἐπισημειωθεῖ ὅτι ἐπιδιώκει τήν ἐκ νέου κεφαλαιοποίηση τῶν τοκοχρεωλυτικῶν δόσεων δανείων τῆς ΕΤΒΑ τῶν ὁποίων σύντομα λήγει ἡ περίοδος χάριτος. Κι αὐτό θά ἀποτελέσει —ἄν γίνει— ἀπαράδεκτη παροχή δημοσίου χρήματος πρός τόν μεγαλοεφοπλιστή... xyxy=(271,1446,593,1489)
balkans-table-wrap xyxy=(112,1961,531,2087)
brief-news-header xyxy=(68,1432,180,1528)
ad-heading: ΔΡ ΝΤΙΝΑ ΑΓΡΟΚΩΣΤΑ ΤΣΙΩΚΟΥ xyxy=(1443,1915,1557,1936)
fraternal-banner xyxy=(840,1015,980,1141)
bullet-icon xyxy=(271,1408,278,1415)
section-rule xyxy=(90,658,539,661)
licenses-col-1: Ἡ συνολική ἰσχύς τῶν νέων καί τῶν ἐργοστασίων πού ἐπεκτάθηκαν εἶναι 1899 ἀτμόϊπποι, ἐνῶ τό συνολικό τους κεφάλαιο τοῦ 2.233 ἑκατομμύρια. xyxy=(265,1729,427,1783)
ad-subheading: ΜΑΙΕΥΤΗΡΑΣ - ΓΥΝΑΙΚΟΛΟΓΟΣ xyxy=(1460,2007,1540,2028)
gdr-body: Ὁ Γ.Γ. τῆς ΚΕ τοῦ ΕΣΚΓ καί πρόεδρος τοῦ Κρατικοῦ Συμβουλίου τῆς Λαοκρατικῆς Δημοκρατίας τῆς Γερμανίας Ε. Χόνεκερ δέχτηκε στό Βερολίνο ἀντιπροσωπεία τοῦ Κομμουνιστικοῦ Κόμματος τοῦ Ἰσραήλ μέ ἐπικεφαλῆς τόν ἀναπληρωτή Γενικό Γραμματέα τῆς ΚΕ τοῦ ΚΚ Ἰσραήλ Τ. Τούμπι καί εἶχε μ' αὐτό συζήτηση. Κατά τή διάρκεια τῆς συζήτησης Ε. Χόνεκερ παρατήρησε ὅτι γιά τή δημιουργία δίκαιης καί σταθερῆς εἰρήνης στήν Ἐγγύς Ἀνατολή ποιτεῖ νά ἀποχωρήσουν πλήρως καί ἄνευ ὅρων τά ἰσραηλινά στρατεύματα ἀπό ὅλα τά ἀραβικά ἐδάφη. xyxy=(643,1879,817,2065)
ad-text: Δέχεται Βηλαρᾶ 7 (πλατεῖα Ἁγίου Κωνσταντίνου Ὁμονοίας) 4—8 μ.μ. Τηλ. 52.29.387 xyxy=(1432,2223,1568,2266)
karras-intro: Τί συμβαίνει, λοιπόν, μέ τόν μεγαλοεφοπλιστή Κάρρα; xyxy=(310,1344,554,1354)
promo-line-2: διαδίδετε τόν xyxy=(1141,1902,1239,1918)
offers-title: ΠΡΟΣΦΟΡΕΣ xyxy=(1107,1550,1273,1590)
correspondence-list xyxy=(830,1939,1095,2019)
short-rule xyxy=(853,1895,983,1898)
balkans-headline: Η ΜΙΚΡΟΤΕΡΗ ΑΓΡΟΤΙΚΗ ΟΙΚΟΝΟΜΙΑ ΣΤΑ ΒΑΛΚΑΝΙΑ xyxy=(146,1899,538,1916)
paragraph: Πάγιο αἴτημα τοῦ ἐπαγγελματοβιοτεχνικοῦ κόσμου τῆς χώρας παραμένει ἡ ἀκύρωση τῆς παραπάνω ἀπόφασης τοῦ ὑπουργείου Οἰκονομικῶν ἰδιαίτερα τώρα πού οἱ μικρομεσαῖες μεταποιητικές μονάδες περνοῦν κρίσιμη περίοδο. xyxy=(66,1187,249,1263)
yemen-byline: ΤΟΥ Ε. ΚΟΥΡΣΟΥΝΟΦ xyxy=(1110,639,1268,655)
brief-news-title-1: συντομες xyxy=(75,1443,173,1472)
ad-subheading: ΙΑΤΡΟΣ xyxy=(1481,2212,1519,2222)
licenses-headline-line-2: μεταποιητικῶν μονάδων xyxy=(284,1598,580,1631)
bullet-icon xyxy=(271,1447,278,1454)
balkans-col-2: καλλιεργήσιμα ἐδάφη καί δέν ἐνισχύθηκε ἡ ὑποδομή τῶν ἐγγειοβελτιωτικῶν ἔργων, οὔτε ἐφαρμόστηκε σύγχρονη ἀγροτική τεχνολογία. Ἀποτέλεσμα εἶναι ἡ χώρα νά μήν εἶναι αὐτάρκης σέ πολλά προϊόντα καί ἔτσι γιά νά καλυφθοῦν xyxy=(344,2107,605,2160)
column-header: 1978 xyxy=(484,1962,520,1978)
ad-text: Σολωμοῦ 113. Ὧρες 9—12 μ.μ. καί 5—8 μ.μ. πλήν Τετάρτης καί Σαββάτου. Τηλέφωνο 36.14.402 xyxy=(1296,2179,1415,2222)
index-cell: 114 xyxy=(372,2004,399,2020)
country-cell: Ἑλλάδα xyxy=(112,2067,166,2083)
society-title: ΚΟΙΝΩΝΙΚΑ xyxy=(1289,1550,1568,1574)
paragraph: Ἐξακολουθεῖ νά ἐπιμένει τό ὑπουργεῖο Οἰκονομικῶν στήν ἐπιβολή καί εἴσπραξη ἀναδρομικά ἀπό τό 1972 τοῦ Φόρου Κύκλου Ἐργασιῶν (ΦΚΕ) γιά τό ἠλεκτρικό ρεῦμα πού καταναλώσαν οἱ βιοτεχνικές καί βιομηχανικές μονάδες γιά τό φωτισμό. xyxy=(66,1107,249,1183)
paragraph: Ὁλόκληρο τό θέμα ἔγινε ἀντικείμενο ἐκτεταμένων συσκέψεων μεταξύ τῶν μελῶν τοῦ μόνιμου ὑπηρεσιακοῦ ὀργάνου πού λειτουργεῖ στό ὑπουργεῖο Ἐμπορικῆς Ναυτιλίας σάν γνωμοδοτικό συμβούλιο τῶν ναυπηγικῶν βιομηχανιῶν. xyxy=(72,891,241,966)
economics-headline xyxy=(60,281,623,377)
textile-title-line: βιομηχανία xyxy=(461,819,583,841)
fraternal-banner-line: κομμάτων xyxy=(855,1108,965,1130)
ad-heading: ΛΟΓΙΣΤΙΚΟ ΓΡΑΦΕΙΟ xyxy=(1287,1915,1424,1925)
paragraph: Ἡ ἀναδρομική ἐπιβολή τοῦ Φ.Κ.Ε. ἔρχεται σέ πλήρη ἀντίθεση μέ τήν ἔννοια καί τή σκοπιμότητα τοῦ φόρου, τονίζει καί τό Βιοτεχνικό Ἐπιμελητήριο σέ σχετική ἀνακοίνωσή του. xyxy=(66,1267,249,1321)
classifieds-title: ΜΙΚΡΕΣ ΑΓΓΕΛΙΕΣ xyxy=(1289,1881,1568,1907)
correspondence-item: — Ἔμπορο ἀπό τή Ρόδο (Πίνδου 15Α). Πήραμε τή διαμαρτυρία σας γιά τό θέμα τῆς συνταξιοδότησής σας ἀπό τό ΤΑΕ. Δέν διαβάζεται ἡ ὑπογραφή σας. xyxy=(830,1964,1095,1996)
classifieds-col-2 xyxy=(1432,1915,1568,2294)
bullet-icon xyxy=(78,1692,85,1699)
offer-item: Ὁ παλιός ἀγωνιστής Σπῦρος Ἀναστασάτος, πρόσφερε στήν Κ.Ο.Π. 5.000 δρχ. γιά τό χτίσιμο τῶν γραφείων τοῦ κόμματος. xyxy=(1107,1636,1273,1679)
paragraph: φυτεύει μαζί μέ ἄνδρες καί γυναῖκες σπόρους σέ κάτι μικρές καλοδουλεμένες καί ὑγρές ποριές. Χαιρέτησε τόν Καντζόγιε σάν παλιό γνώριμο. Οἱ γνῶσεις τοῦ τελευταίου πού εἶναι γεωπόνος, εἰσακούγονται πολύ ἐδῶ. Ἄρχισε ἀμέσως ἡ κουβέντα γιά τή δουλειά. xyxy=(843,503,1007,589)
brief-news-item xyxy=(66,1737,249,1770)
